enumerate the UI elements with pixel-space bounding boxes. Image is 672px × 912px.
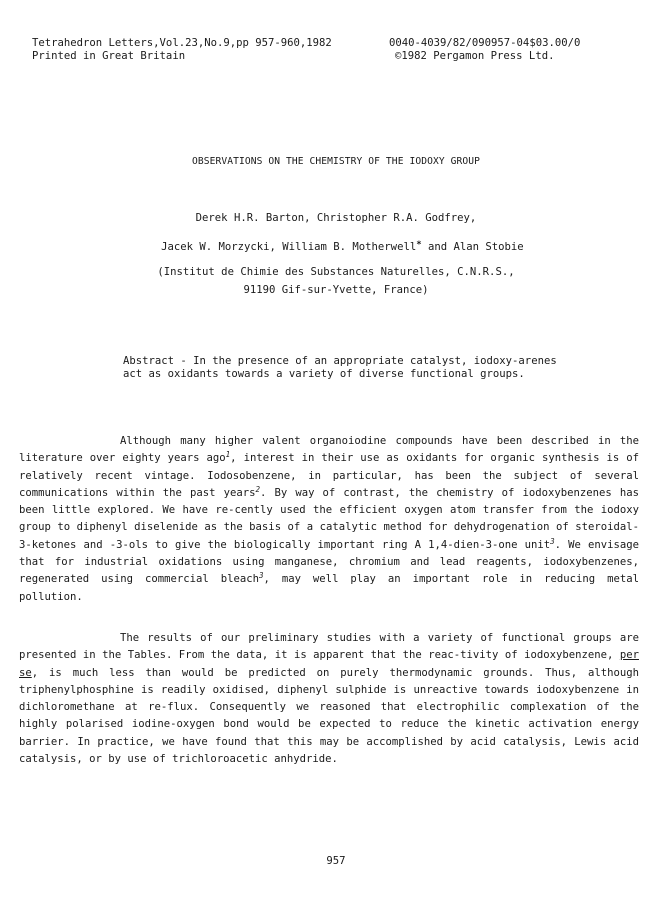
article-title: OBSERVATIONS ON THE CHEMISTRY OF THE IODOXY GROUP xyxy=(192,156,480,167)
article-code: 0040-4039/82/090957-04$03.00/0 xyxy=(389,37,581,49)
affiliation-line-1: (Institut de Chimie des Substances Naturelles, C.N.R.S., xyxy=(157,266,515,278)
affiliation-line-2: 91190 Gif-sur-Yvette, France) xyxy=(243,284,429,296)
paragraph-1-part-a: Although many higher valent organoiodine compounds have been described in the literature over eighty years ago xyxy=(19,435,639,465)
journal-citation: Tetrahedron Letters,Vol.23,No.9,pp 957-960,1982 xyxy=(32,37,332,49)
paragraph-1-part-d: . We envisage that for industrial oxidations using manganese, chromium and lead reagents, iodoxybenzenes, regenerated using commercial bleach xyxy=(19,538,639,586)
authors-line-2 xyxy=(0,228,672,254)
reference-3b: 3 xyxy=(258,571,264,581)
printed-location: Printed in Great Britain xyxy=(32,50,186,62)
authors-line-2-names: Jacek W. Morzycki, William B. Motherwell xyxy=(161,241,417,253)
authors-line-1: Derek H.R. Barton, Christopher R.A. Godfrey, xyxy=(195,212,477,224)
per-se-emphasis: per se xyxy=(19,649,639,679)
reference-3: 3 xyxy=(550,536,555,546)
page-number: 957 xyxy=(326,855,346,867)
paragraph-1-part-e: , may well play an important role in reducing metal pollution. xyxy=(19,573,640,603)
corresponding-author-mark: * xyxy=(416,240,422,250)
paragraph-2 xyxy=(19,630,639,768)
paragraph-2-part-b: , is much less than would be predicted on purely thermodynamic grounds. Thus, although triphenylphosphine is readily oxidised, diphenyl sulphide is unreactive towards iodoxybenzene in dichloromethane at re-flux. Consequently we reasoned that electrophilic complexation of the highly polarised iodine-oxygen bond would be expected to reduce the kinetic activation energy barrier. In practice, we have found that this may be accomplished by acid catalysis, Lewis acid catalysis, or by use of trichloroacetic anhydride. xyxy=(19,666,639,766)
paragraph-2-part-a: The results of our preliminary studies with a variety of functional groups are presented in the Tables. From the data, it is apparent that the reac-tivity of iodoxybenzene, xyxy=(19,632,639,662)
copyright-notice: ©1982 Pergamon Press Ltd. xyxy=(395,50,555,62)
authors-line-2-end: and Alan Stobie xyxy=(421,241,524,253)
paragraph-1 xyxy=(19,433,639,606)
reference-1: 1 xyxy=(225,450,231,460)
paragraph-1-part-c: . By way of contrast, the chemistry of iodoxybenzenes has been little explored. We have re-cently used the efficient oxygen atom transfer from the iodoxy group to diphenyl diselenide as the basis of a catalytic method for dehydrogenation of steroidal-3-ketones and -3-ols to give the biologically important ring A 1,4-dien-3-one unit xyxy=(19,486,640,551)
abstract: Abstract - In the presence of an appropriate catalyst, iodoxy-arenes act as oxidants towards a variety of diverse functional groups. xyxy=(123,355,557,380)
reference-2: 2 xyxy=(255,484,260,494)
paragraph-1-part-b: , interest in their use as oxidants for organic synthesis is of relatively recent vintage. Iodosobenzene, in particular, has been the subject of several communications within the past years xyxy=(19,452,639,499)
